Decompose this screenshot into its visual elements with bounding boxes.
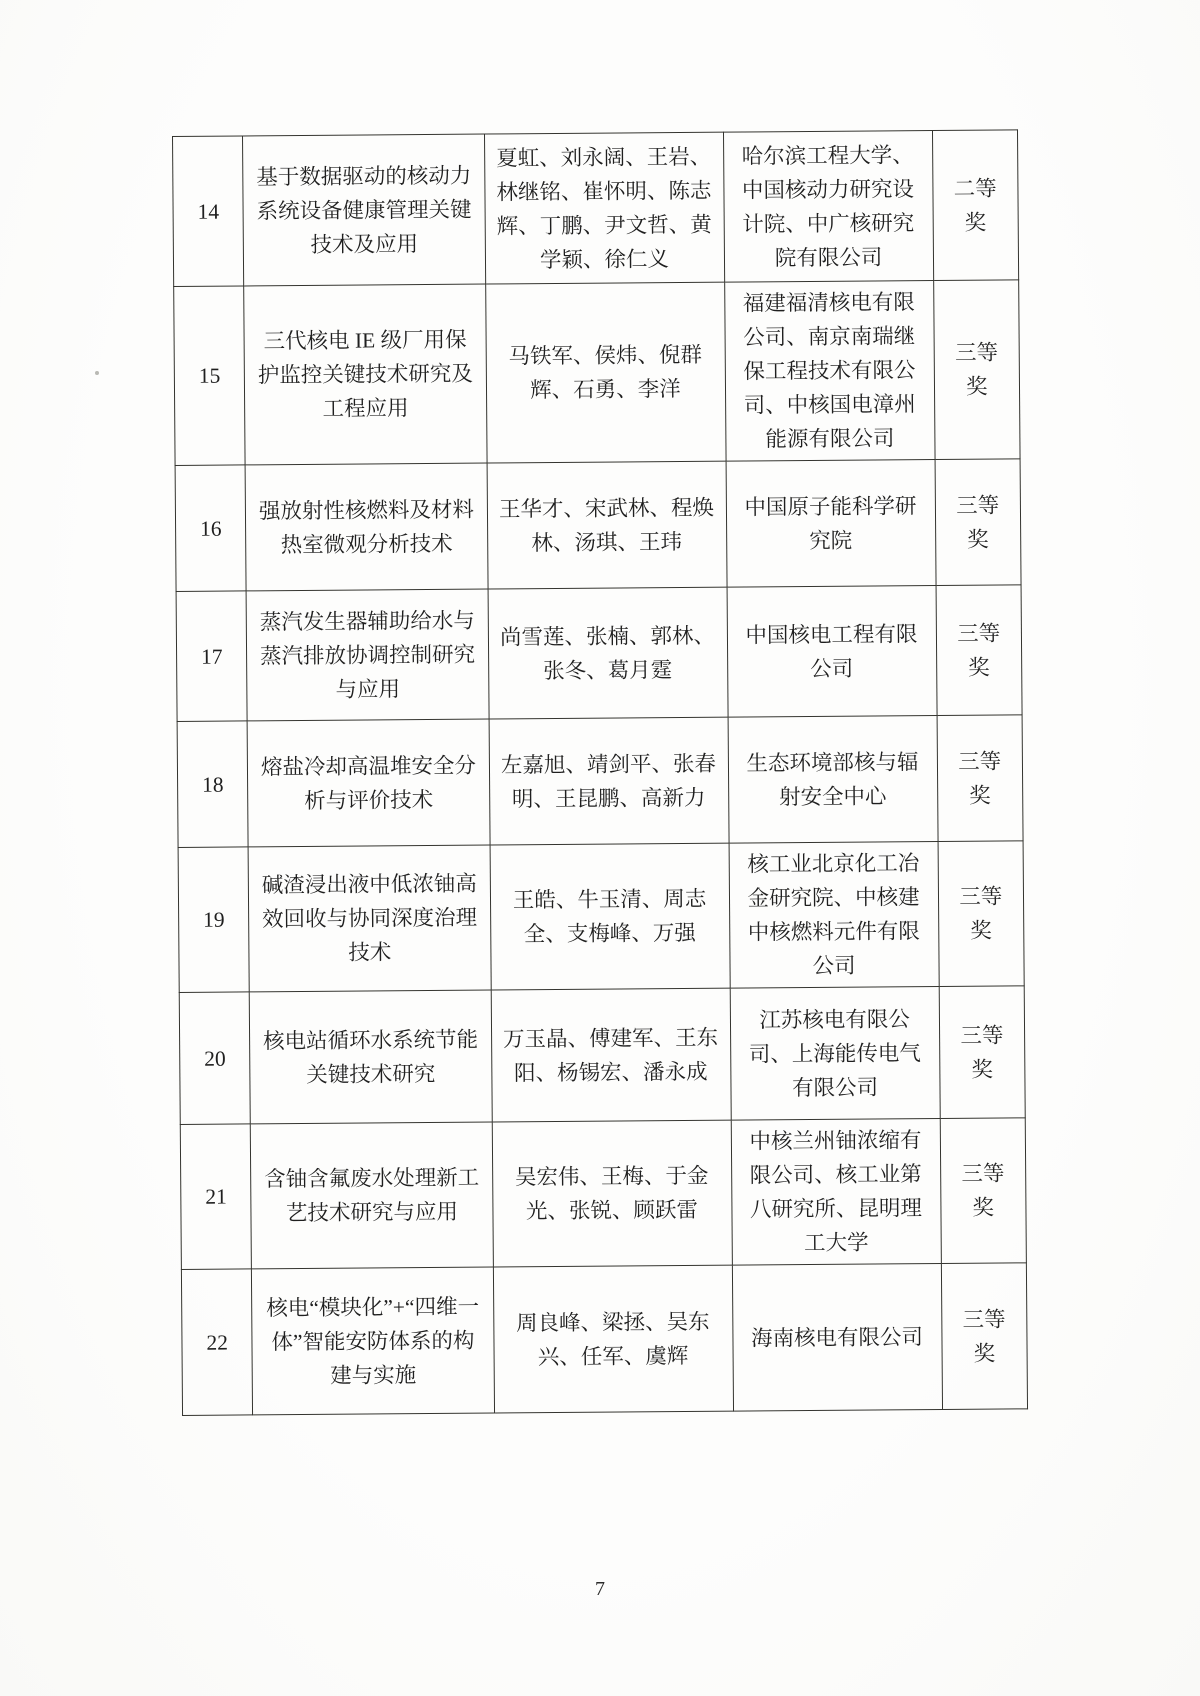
project-name-cell: 基于数据驱动的核动力系统设备健康管理关键技术及应用: [243, 134, 485, 286]
table-row: [179, 986, 1025, 1125]
award-level-cell: 三等奖: [937, 715, 1023, 842]
award-level-cell: 三等奖: [939, 986, 1025, 1119]
table-row: [181, 1263, 1027, 1416]
document-scan-area: [172, 129, 1028, 1416]
project-name-cell: 三代核电 IE 级厂用保护监控关键技术研究及工程应用: [244, 284, 487, 465]
contributors-cell: 王华才、宋武林、程焕林、汤琪、王玮: [487, 461, 727, 589]
contributors-cell: 周良峰、梁拯、吴东兴、任军、虞辉: [493, 1265, 733, 1413]
row-number-cell: 17: [176, 591, 247, 722]
contributors-cell: 左嘉旭、靖剑平、张春明、王昆鹏、高新力: [489, 717, 729, 845]
project-name-cell: 含铀含氟废水处理新工艺技术研究与应用: [251, 1122, 493, 1269]
contributors-cell: 尚雪莲、张楠、郭林、张冬、葛月霆: [488, 587, 728, 719]
organizations-cell: 中国核电工程有限公司: [727, 586, 937, 718]
award-level-cell: 三等奖: [933, 280, 1020, 460]
organizations-cell: 生态环境部核与辐射安全中心: [728, 716, 938, 844]
table-row: [173, 130, 1019, 287]
table-row: [174, 280, 1020, 466]
project-name-cell: 蒸汽发生器辅助给水与蒸汽排放协调控制研究与应用: [246, 589, 488, 721]
award-list-table: [172, 129, 1028, 1416]
award-level-cell: 三等奖: [940, 1118, 1027, 1264]
award-level-cell: 二等奖: [932, 130, 1019, 281]
award-level-cell: 三等奖: [938, 841, 1025, 987]
organizations-cell: 福建福清核电有限公司、南京南瑞继保工程技术有限公司、中核国电漳州能源有限公司: [724, 281, 935, 462]
table-row: [177, 715, 1023, 848]
row-number-cell: 19: [178, 847, 250, 993]
row-number-cell: 14: [173, 136, 245, 287]
project-name-cell: 强放射性核燃料及材料热室微观分析技术: [245, 463, 487, 591]
project-name-cell: 核电站循环水系统节能关键技术研究: [250, 990, 492, 1124]
row-number-cell: 15: [174, 286, 246, 466]
contributors-cell: 马铁军、侯炜、倪群辉、石勇、李洋: [485, 282, 725, 463]
page-number: 7: [595, 1578, 605, 1600]
project-name-cell: 熔盐冷却高温堆安全分析与评价技术: [248, 719, 490, 847]
award-level-cell: 三等奖: [941, 1263, 1028, 1410]
row-number-cell: 21: [180, 1124, 252, 1270]
award-level-cell: 三等奖: [935, 459, 1021, 586]
row-number-cell: 16: [175, 465, 246, 592]
contributors-cell: 吴宏伟、王梅、于金光、张锐、顾跃雷: [492, 1120, 732, 1267]
contributors-cell: 王皓、牛玉清、周志全、支梅峰、万强: [490, 843, 730, 990]
scan-artifact-speck: [95, 371, 99, 375]
organizations-cell: 江苏核电有限公司、上海能传电气有限公司: [730, 987, 940, 1121]
contributors-cell: 万玉晶、傅建军、王东阳、杨锡宏、潘永成: [491, 988, 731, 1122]
row-number-cell: 22: [181, 1269, 253, 1416]
table-row: [176, 585, 1022, 722]
table-row: [180, 1118, 1026, 1270]
organizations-cell: 海南核电有限公司: [732, 1263, 942, 1411]
row-number-cell: 18: [177, 721, 248, 848]
row-number-cell: 20: [179, 992, 250, 1125]
project-name-cell: 碱渣浸出液中低浓铀高效回收与协同深度治理技术: [248, 845, 490, 992]
contributors-cell: 夏虹、刘永阔、王岩、林继铭、崔怀明、陈志辉、丁鹏、尹文哲、黄学颖、徐仁义: [484, 132, 724, 284]
organizations-cell: 核工业北京化工冶金研究院、中核建中核燃料元件有限公司: [729, 842, 939, 989]
organizations-cell: 哈尔滨工程大学、中国核动力研究设计院、中广核研究院有限公司: [723, 131, 933, 283]
organizations-cell: 中国原子能科学研究院: [726, 460, 936, 588]
award-level-cell: 三等奖: [936, 585, 1022, 716]
table-row: [178, 841, 1024, 993]
project-name-cell: 核电“模块化”+“四维一体”智能安防体系的构建与实施: [252, 1267, 494, 1415]
table-row: [175, 459, 1021, 592]
organizations-cell: 中核兰州铀浓缩有限公司、核工业第八研究所、昆明理工大学: [731, 1118, 941, 1265]
